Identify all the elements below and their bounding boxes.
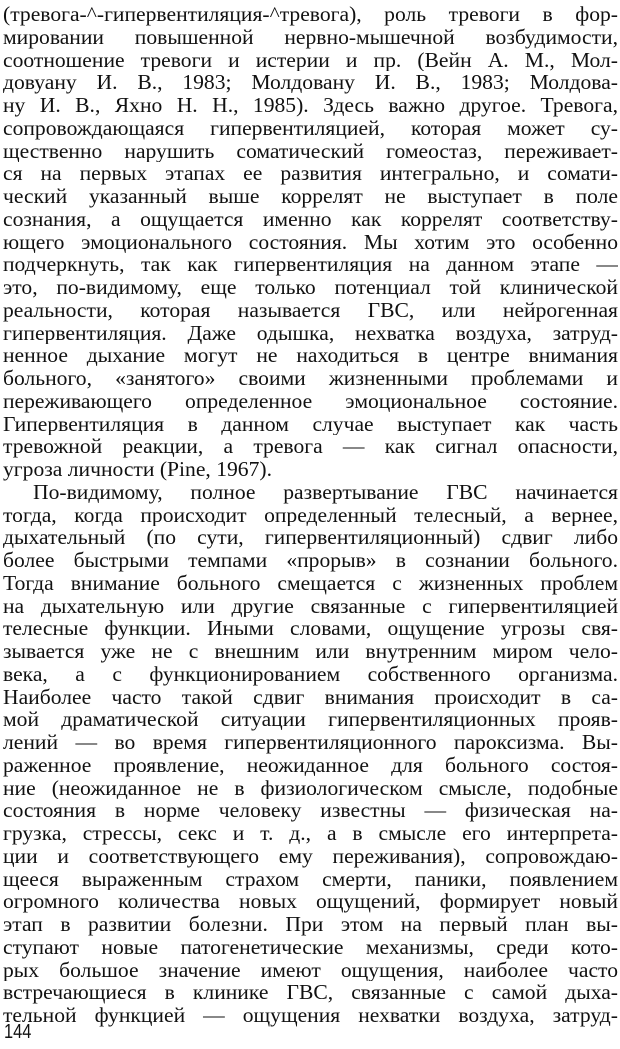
- text-line: мой драматической ситуации гипервентиляционных прояв-: [3, 708, 618, 731]
- text-line: мировании повышенной нервно-мышечной возбудимости,: [3, 25, 618, 49]
- text-line: Наиболее часто такой сдвиг внимания происходит в са-: [3, 685, 618, 709]
- text-line: лений — во время гипервентиляционного пароксизма. Вы-: [3, 731, 618, 754]
- text-line: соотношение тревоги и истерии и пр. (Вейн А. М., Мол-: [3, 48, 618, 72]
- text-line: зывается уже не с внешним или внутренним миром чело-: [3, 640, 618, 663]
- page-number: 144: [4, 1021, 32, 1043]
- paragraph-2: [3, 481, 618, 1027]
- text-line: это, по-видимому, еще только потенциал той клинической: [3, 276, 618, 299]
- text-line: По-видимому, полное развертывание ГВС начинается: [33, 480, 618, 504]
- text-line: больного, «занятого» своими жизненными проблемами и: [3, 367, 618, 390]
- text-line: Тогда внимание больного смещается с жизненных проблем: [3, 571, 618, 595]
- text-line: ступают новые патогенетические механизмы, среди кото-: [3, 935, 618, 959]
- text-line: ся на первых этапах ее развития интегрально, и сомати-: [3, 162, 618, 185]
- text-line: на дыхательную или другие связанные с гипервентиляцией: [3, 594, 618, 618]
- text-line: тогда, когда происходит определенный телесный, а вернее,: [3, 503, 618, 527]
- text-line: встречающиеся в клинике ГВС, связанные с самой дыха-: [3, 981, 618, 1004]
- text-line: огромного количества новых ощущений, формирует новый: [3, 890, 618, 913]
- text-line: реальности, которая называется ГВС, или нейрогенная: [3, 298, 618, 322]
- text-line: Гипервентиляция в данном случае выступает как часть: [3, 412, 618, 436]
- text-line: довуану И. В., 1983; Молдовану И. В., 1983; Молдова-: [3, 71, 618, 94]
- text-line: этап в развитии болезни. При этом на первый план вы-: [3, 913, 618, 936]
- text-line: ну И. В., Яхно Н. Н., 1985). Здесь важно другое. Тревога,: [3, 94, 618, 117]
- text-line: состояния в норме человеку известны — физическая на-: [3, 799, 618, 822]
- text-line: ющего эмоционального состояния. Мы хотим это особенно: [3, 230, 618, 254]
- text-line: щееся выраженным страхом смерти, паники, появлением: [3, 867, 618, 891]
- text-line: тревожной реакции, а тревога — как сигнал опасности,: [3, 435, 618, 458]
- text-line: ненное дыхание могут не находиться в центре внимания: [3, 344, 618, 367]
- text-line: (тревога-^-гипервентиляция-^тревога), роль тревоги в фор-: [3, 3, 618, 26]
- paragraph-1: [3, 3, 618, 481]
- text-line: ние (неожиданное не в физиологическом смысле, подобные: [3, 776, 618, 800]
- text-line: тельной функцией — ощущения нехватки воздуха, затруд-: [3, 1004, 618, 1027]
- body-text: [3, 3, 618, 1027]
- text-line: щественно нарушить соматический гомеостаз, переживает-: [3, 139, 618, 163]
- text-line: ции и соответствующего ему переживания), сопровождаю-: [3, 844, 618, 868]
- text-line: ческий указанный выше коррелят не выступает в поле: [3, 185, 618, 208]
- text-line: телесные функции. Иными словами, ощущение угрозы свя-: [3, 617, 618, 640]
- text-line: раженное проявление, неожиданное для больного состоя-: [3, 753, 618, 777]
- text-line: сознания, а ощущается именно как коррелят соответству-: [3, 207, 618, 231]
- text-line: гипервентиляция. Даже одышка, нехватка воздуха, затруд-: [3, 321, 618, 345]
- text-line: переживающего определенное эмоциональное состояние.: [3, 389, 618, 413]
- text-line: дыхательный (по сути, гипервентиляционный) сдвиг либо: [3, 526, 618, 549]
- text-line: рых большое значение имеют ощущения, наиболее часто: [3, 958, 618, 982]
- text-line: грузка, стрессы, секс и т. д., а в смысле его интерпрета-: [3, 822, 618, 845]
- text-line: подчеркнуть, так как гипервентиляция на данном этапе —: [3, 253, 618, 276]
- text-line: сопровождающаяся гипервентиляцией, которая может су-: [3, 116, 618, 140]
- text-line: угроза личности (Pine, 1967).: [3, 458, 272, 481]
- text-line: более быстрыми темпами «прорыв» в сознании больного.: [3, 549, 618, 572]
- text-line: века, а с функционированием собственного организма.: [3, 662, 618, 686]
